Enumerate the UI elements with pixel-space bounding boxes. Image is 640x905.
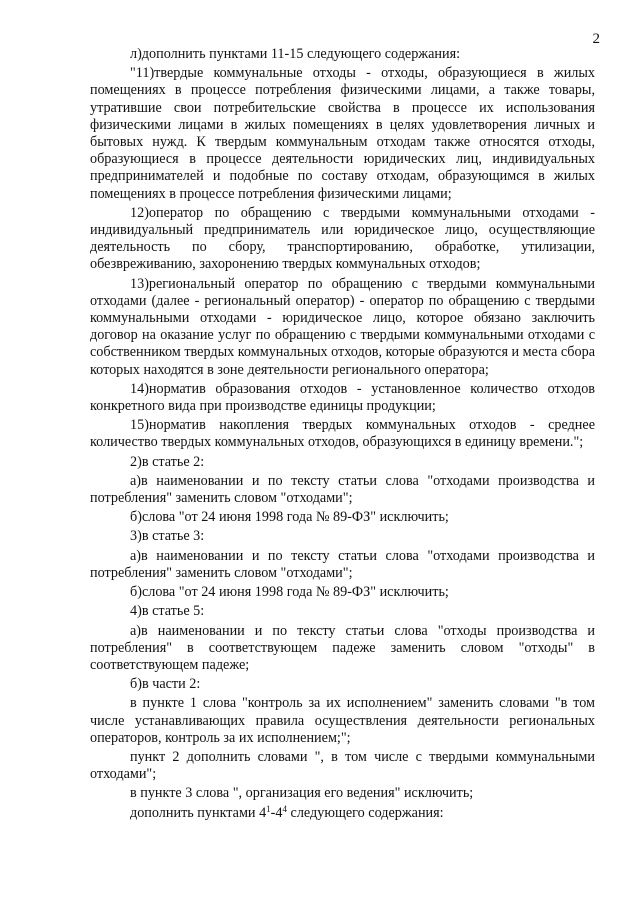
paragraph: 14)норматив образования отходов - установленное количество отходов конкретного вида при производстве единицы продукции; — [90, 380, 595, 415]
paragraph: 3)в статье 3: — [130, 528, 205, 545]
paragraph: в пункте 3 слова ", организация его ведения" исключить; — [130, 785, 474, 802]
document-body — [90, 46, 595, 824]
paragraph: а)в наименовании и по тексту статьи слова "отходы производства и потребления" в соответствующем падеже заменить словом "отходы" в соответствующем падеже; — [90, 622, 595, 673]
paragraph: б)слова "от 24 июня 1998 года № 89-ФЗ" исключить; — [130, 584, 449, 601]
paragraph: а)в наименовании и по тексту статьи слова "отходами производства и потребления" заменить словом "отходами"; — [90, 547, 595, 581]
paragraph: пункт 2 дополнить словами ", в том числе с твердыми коммунальными отходами"; — [90, 748, 595, 783]
paragraph: "11)твердые коммунальные отходы - отходы, образующиеся в жилых помещениях в процессе потребления физическими лицами, а также товары, утратившие свои потребительские свойства в процессе их использования физическими лицами в жилых помещениях в целях удовлетворения личных и бытовых нужд. К твердым коммунальным отходам также относятся отходы, образующиеся в процессе деятельности юридических лиц, индивидуальных предпринимателей и подобные по составу отходам, образующимся в жилых помещениях в процессе потребления физическими лицами; — [90, 65, 595, 202]
paragraph: а)в наименовании и по тексту статьи слова "отходами производства и потребления" заменить словом "отходами"; — [90, 472, 595, 507]
paragraph: 2)в статье 2: — [130, 453, 205, 470]
paragraph: 4)в статье 5: — [130, 603, 205, 620]
paragraph: 15)норматив накопления твердых коммунальных отходов - среднее количество твердых коммунальных отходов, образующихся в единицу времени."; — [90, 417, 595, 451]
page-number: 2 — [592, 31, 600, 47]
last-line-text-dash: -4 — [270, 804, 283, 821]
paragraph: б)в части 2: — [130, 676, 201, 693]
paragraph: в пункте 1 слова "контроль за их исполнением" заменить словами "в том числе устанавливающих правила осуществления деятельности региональных операторов, контроль за их исполнением;"; — [90, 695, 595, 746]
paragraph: б)слова "от 24 июня 1998 года № 89-ФЗ" исключить; — [130, 509, 449, 526]
superscript-1: 1 — [266, 803, 271, 814]
superscript-4: 4 — [282, 803, 287, 814]
paragraph: л)дополнить пунктами 11-15 следующего содержания: — [130, 46, 461, 62]
last-line-text-end: следующего содержания: — [287, 804, 444, 821]
last-line-text-start: дополнить пунктами 4 — [130, 804, 267, 821]
paragraph: 12)оператор по обращению с твердыми коммунальными отходами - индивидуальный предприниматель или юридическое лицо, осуществляющие деятельность по сбору, транспортированию, обработке, утилизации, обезвреживанию, захоронению твердых коммунальных отходов; — [90, 204, 595, 273]
paragraph: 13)региональный оператор по обращению с твердыми коммунальными отходами (далее - региональный оператор) - оператор по обращению с твердыми коммунальными отходами - юридическое лицо, которое обязано заключить договор на оказание услуг по обращению с твердыми коммунальными отходами с собственником твердых коммунальных отходов, которые образуются и места сбора которых находятся в зоне деятельности регионального оператора; — [90, 275, 595, 378]
paragraph-last — [90, 805, 595, 822]
